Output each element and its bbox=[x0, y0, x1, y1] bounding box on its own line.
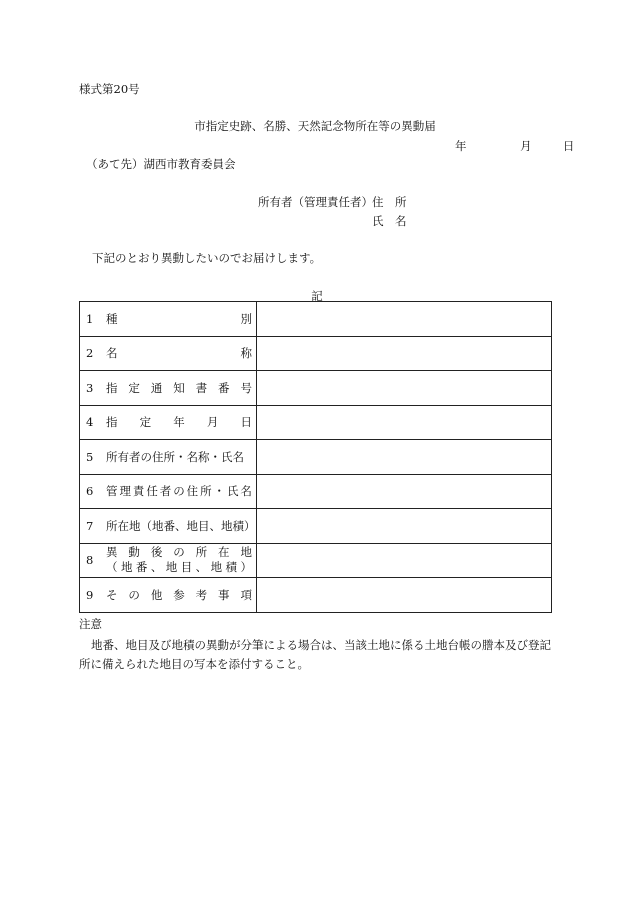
item-value-field[interactable] bbox=[257, 543, 552, 578]
item-value-field[interactable] bbox=[257, 440, 552, 475]
table-row bbox=[80, 474, 552, 509]
item-number: 7 bbox=[86, 518, 94, 533]
table-row bbox=[80, 336, 552, 371]
item-value-field[interactable] bbox=[257, 302, 552, 337]
table-row bbox=[80, 440, 552, 475]
item-number: 6 bbox=[86, 484, 94, 499]
item-number: 9 bbox=[86, 587, 94, 602]
intro-text: 下記のとおり異動したいのでお届けします。 bbox=[92, 251, 322, 265]
item-value-field[interactable] bbox=[257, 405, 552, 440]
document-title: 市指定史跡、名勝、天然記念物所在等の異動届 bbox=[194, 119, 436, 133]
item-label-cell bbox=[80, 371, 257, 406]
item-label: 管 理 責 任 者 の 住 所 ・ 氏 名 bbox=[106, 484, 252, 499]
item-label-cell bbox=[80, 474, 257, 509]
note-body: 地番、地目及び地積の異動が分筆による場合は、当該土地に係る土地台帳の謄本及び登記所に備えられた地目の写本を添付すること。 bbox=[79, 638, 551, 671]
item-label: 指 定 通 知 書 番 号 bbox=[106, 380, 252, 395]
item-value-field[interactable] bbox=[257, 336, 552, 371]
item-label-cell bbox=[80, 543, 257, 578]
item-value-field[interactable] bbox=[257, 474, 552, 509]
item-label-cell bbox=[80, 405, 257, 440]
ki-heading: 記 bbox=[311, 289, 323, 303]
item-label: 種 別 bbox=[106, 311, 252, 326]
item-value-field[interactable] bbox=[257, 371, 552, 406]
item-label bbox=[106, 545, 252, 575]
item-number: 1 bbox=[86, 311, 94, 326]
table-row bbox=[80, 543, 552, 578]
date-line bbox=[455, 139, 574, 153]
note-title: 注意 bbox=[79, 617, 102, 631]
item-label-cell bbox=[80, 302, 257, 337]
item-number: 5 bbox=[86, 449, 94, 464]
item-label: 所在地（地番、地目、地積） bbox=[106, 518, 256, 533]
item-label-cell bbox=[80, 336, 257, 371]
table-row bbox=[80, 405, 552, 440]
item-number: 3 bbox=[86, 380, 94, 395]
item-label-cell bbox=[80, 509, 257, 544]
item-label: そ の 他 参 考 事 項 bbox=[106, 587, 252, 602]
name-label: 氏 名 bbox=[372, 214, 407, 228]
item-value-field[interactable] bbox=[257, 578, 552, 613]
address-label: 住 所 bbox=[372, 195, 407, 209]
item-number: 8 bbox=[86, 553, 94, 568]
addressee: （あて先）湖西市教育委員会 bbox=[86, 157, 236, 171]
item-label-line2: （ 地 番 、 地 目 、 地 積 ） bbox=[106, 560, 252, 575]
item-value-field[interactable] bbox=[257, 509, 552, 544]
item-label-cell bbox=[80, 578, 257, 613]
date-month-label: 月 bbox=[520, 139, 532, 153]
item-label: 所有者の住所・名称・氏名 bbox=[106, 449, 244, 464]
table-row bbox=[80, 578, 552, 613]
owner-label: 所有者（管理責任者） bbox=[258, 195, 373, 209]
item-number: 2 bbox=[86, 346, 94, 361]
form-number: 様式第20号 bbox=[79, 82, 140, 96]
date-day-label: 日 bbox=[562, 139, 575, 153]
date-year-label: 年 bbox=[455, 139, 467, 153]
table-row bbox=[80, 302, 552, 337]
item-label-cell bbox=[80, 440, 257, 475]
item-label: 名 称 bbox=[106, 346, 252, 361]
table-row bbox=[80, 371, 552, 406]
item-number: 4 bbox=[86, 415, 94, 430]
item-label-line1: 異 動 後 の 所 在 地 bbox=[106, 545, 252, 560]
item-label: 指 定 年 月 日 bbox=[106, 415, 252, 430]
items-table bbox=[79, 301, 552, 613]
table-row bbox=[80, 509, 552, 544]
